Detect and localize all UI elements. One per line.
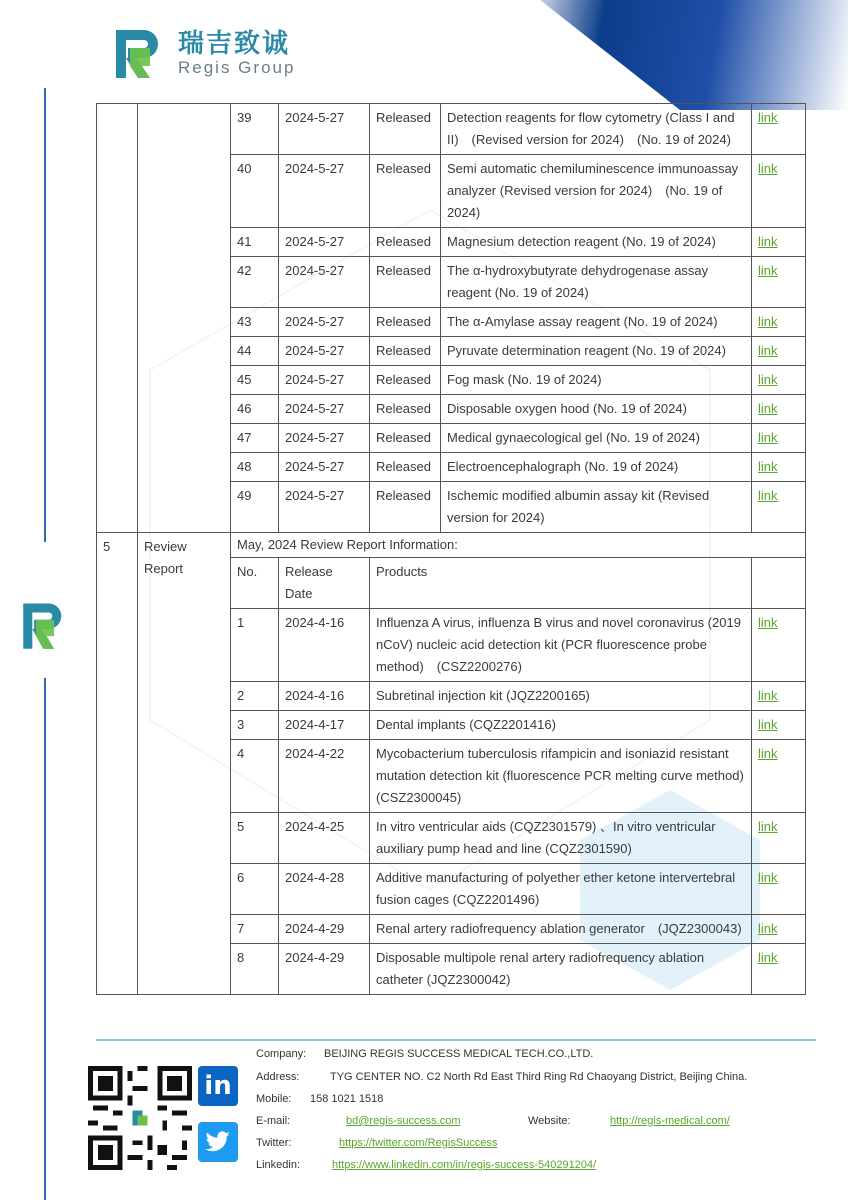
row-number: 49 [231, 482, 279, 533]
row-number: 47 [231, 424, 279, 453]
row-date: 2024-4-28 [279, 864, 370, 915]
row-product: Ischemic modified albumin assay kit (Revised version for 2024) [441, 482, 752, 533]
row-product: Renal artery radiofrequency ablation generator (JQZ2300043) [370, 915, 752, 944]
row-product: Magnesium detection reagent (No. 19 of 2024) [441, 228, 752, 257]
row-date: 2024-5-27 [279, 453, 370, 482]
row-product: Disposable multipole renal artery radiofrequency ablation catheter (JQZ2300042) [370, 944, 752, 995]
footer-twitter [256, 1137, 497, 1149]
row-link[interactable]: link [758, 870, 778, 885]
row-date: 2024-4-16 [279, 682, 370, 711]
row-link[interactable]: link [758, 110, 778, 125]
row-product: Influenza A virus, influenza B virus and novel coronavirus (2019 nCoV) nucleic acid detection kit (PCR fluorescence probe method) (CSZ2200276) [370, 609, 752, 682]
row-link[interactable]: link [758, 615, 778, 630]
column-header-date: Release Date [279, 558, 370, 609]
company-value: BEIJING REGIS SUCCESS MEDICAL TECH.CO.,LTD. [324, 1048, 594, 1060]
regulation-table [96, 103, 806, 995]
row-link[interactable]: link [758, 488, 778, 503]
email-label: E-mail: [256, 1115, 291, 1127]
row-link[interactable]: link [758, 401, 778, 416]
row-link[interactable]: link [758, 314, 778, 329]
row-number: 41 [231, 228, 279, 257]
row-link[interactable]: link [758, 921, 778, 936]
row-number: 7 [231, 915, 279, 944]
qr-code-icon [88, 1066, 192, 1170]
row-number: 8 [231, 944, 279, 995]
footer-linkedin [256, 1159, 596, 1171]
section-number: 5 [97, 533, 138, 995]
section-title-cell [138, 104, 231, 533]
row-status: Released [370, 155, 441, 228]
row-status: Released [370, 257, 441, 308]
row-product: Mycobacterium tuberculosis rifampicin and isoniazid resistant mutation detection kit (fluorescence PCR melting curve method) (CSZ2300045) [370, 740, 752, 813]
email-link[interactable]: bd@regis-success.com [346, 1115, 461, 1127]
column-header-products: Products [370, 558, 752, 609]
column-header-link [752, 558, 806, 609]
twitter-icon[interactable] [198, 1122, 238, 1162]
table-row [97, 104, 806, 155]
row-date: 2024-4-16 [279, 609, 370, 682]
review-heading: May, 2024 Review Report Information: [231, 533, 806, 558]
row-product: Subretinal injection kit (JQZ2200165) [370, 682, 752, 711]
row-status: Released [370, 424, 441, 453]
column-header-no: No. [231, 558, 279, 609]
footer-company [256, 1048, 593, 1060]
twitter-link[interactable]: https://twitter.com/RegisSuccess [339, 1137, 498, 1149]
twitter-label: Twitter: [256, 1137, 292, 1149]
row-status: Released [370, 395, 441, 424]
mobile-label: Mobile: [256, 1093, 292, 1105]
section-title: Review Report [138, 533, 231, 995]
regis-logo-mark-icon [106, 22, 170, 86]
row-status: Released [370, 453, 441, 482]
address-value: TYG CENTER NO. C2 North Rd East Third Ring Rd Chaoyang District, Beijing China. [330, 1071, 748, 1083]
row-date: 2024-5-27 [279, 366, 370, 395]
row-date: 2024-5-27 [279, 228, 370, 257]
review-section [97, 533, 806, 995]
brand-name-cn: 瑞吉致诚 [178, 29, 291, 59]
linkedin-icon-text: in [204, 1071, 232, 1101]
row-status: Released [370, 228, 441, 257]
address-label: Address: [256, 1071, 300, 1083]
row-product: Disposable oxygen hood (No. 19 of 2024) [441, 395, 752, 424]
row-status: Released [370, 308, 441, 337]
row-link[interactable]: link [758, 430, 778, 445]
released-rows [97, 104, 806, 533]
linkedin-icon[interactable] [198, 1066, 238, 1106]
footer-mobile [256, 1093, 383, 1105]
row-status: Released [370, 337, 441, 366]
row-number: 1 [231, 609, 279, 682]
row-status: Released [370, 104, 441, 155]
row-product: Additive manufacturing of polyether ether ketone intervertebral fusion cages (CQZ2201496) [370, 864, 752, 915]
row-number: 6 [231, 864, 279, 915]
row-date: 2024-5-27 [279, 257, 370, 308]
row-number: 3 [231, 711, 279, 740]
header-corner-band [288, 0, 848, 110]
row-date: 2024-5-27 [279, 424, 370, 453]
row-link[interactable]: link [758, 459, 778, 474]
row-link[interactable]: link [758, 161, 778, 176]
side-rule-top [44, 88, 46, 542]
row-number: 45 [231, 366, 279, 395]
row-status: Released [370, 482, 441, 533]
row-number: 48 [231, 453, 279, 482]
row-product: Detection reagents for flow cytometry (Class I and II) (Revised version for 2024) (No. 19 of 2024) [441, 104, 752, 155]
row-product: Semi automatic chemiluminescence immunoassay analyzer (Revised version for 2024) (No. 19 of 2024) [441, 155, 752, 228]
row-date: 2024-5-27 [279, 155, 370, 228]
row-link[interactable]: link [758, 372, 778, 387]
row-number: 46 [231, 395, 279, 424]
row-product: The α-Amylase assay reagent (No. 19 of 2024) [441, 308, 752, 337]
row-number: 39 [231, 104, 279, 155]
website-label: Website: [528, 1115, 571, 1127]
row-number: 2 [231, 682, 279, 711]
row-status: Released [370, 366, 441, 395]
row-product: In vitro ventricular aids (CQZ2301579) 、In vitro ventricular auxiliary pump head and line (CQZ2301590) [370, 813, 752, 864]
linkedin-link[interactable]: https://www.linkedin.com/in/regis-success-540291204/ [332, 1159, 597, 1171]
row-link[interactable]: link [758, 263, 778, 278]
row-link[interactable]: link [758, 950, 778, 965]
footer-divider [96, 1039, 816, 1041]
row-product: Dental implants (CQZ2201416) [370, 711, 752, 740]
row-date: 2024-5-27 [279, 337, 370, 366]
row-date: 2024-5-27 [279, 395, 370, 424]
side-logo-icon [16, 598, 74, 656]
company-label: Company: [256, 1048, 307, 1060]
row-product: Fog mask (No. 19 of 2024) [441, 366, 752, 395]
row-date: 2024-4-17 [279, 711, 370, 740]
row-link[interactable]: link [758, 234, 778, 249]
row-number: 43 [231, 308, 279, 337]
row-number: 5 [231, 813, 279, 864]
row-link[interactable]: link [758, 746, 778, 761]
row-product: Electroencephalograph (No. 19 of 2024) [441, 453, 752, 482]
row-date: 2024-5-27 [279, 308, 370, 337]
footer-address [256, 1071, 747, 1083]
row-date: 2024-4-29 [279, 944, 370, 995]
brand-logo [106, 22, 295, 86]
row-link[interactable]: link [758, 688, 778, 703]
row-date: 2024-4-29 [279, 915, 370, 944]
mobile-value: 158 1021 1518 [310, 1093, 384, 1105]
row-number: 40 [231, 155, 279, 228]
row-product: Medical gynaecological gel (No. 19 of 2024) [441, 424, 752, 453]
row-link[interactable]: link [758, 717, 778, 732]
section-number-cell [97, 104, 138, 533]
row-number: 42 [231, 257, 279, 308]
row-date: 2024-4-25 [279, 813, 370, 864]
row-link[interactable]: link [758, 343, 778, 358]
linkedin-label: Linkedin: [256, 1159, 301, 1171]
row-date: 2024-5-27 [279, 104, 370, 155]
side-rule-bottom [44, 678, 46, 1200]
row-product: The α-hydroxybutyrate dehydrogenase assay reagent (No. 19 of 2024) [441, 257, 752, 308]
review-heading-row [97, 533, 806, 558]
row-number: 4 [231, 740, 279, 813]
row-date: 2024-5-27 [279, 482, 370, 533]
row-date: 2024-4-22 [279, 740, 370, 813]
row-number: 44 [231, 337, 279, 366]
website-link[interactable]: http://regis-medical.com/ [610, 1115, 730, 1127]
row-link[interactable]: link [758, 819, 778, 834]
footer-email [256, 1115, 730, 1127]
brand-name-en: Regis Group [178, 58, 296, 77]
row-product: Pyruvate determination reagent (No. 19 of 2024) [441, 337, 752, 366]
